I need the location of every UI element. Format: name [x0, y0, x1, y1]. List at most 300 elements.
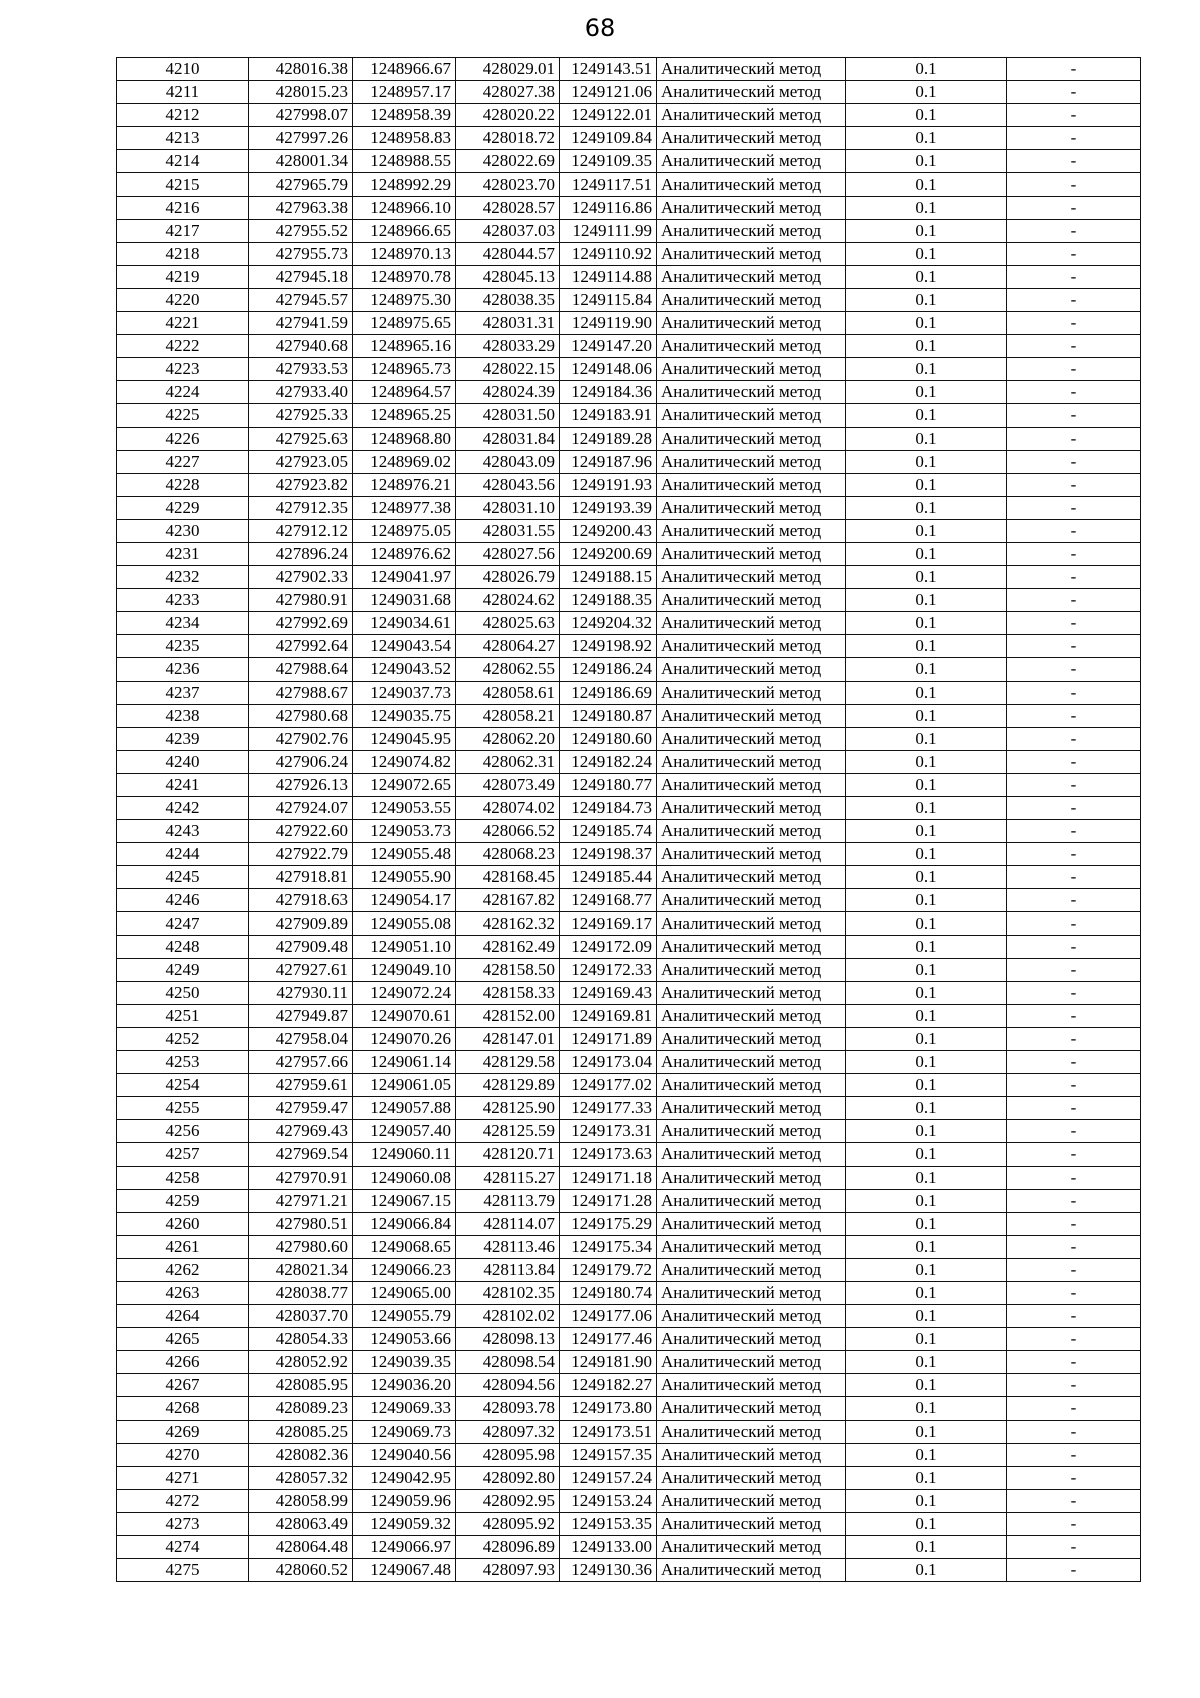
method-cell: Аналитический метод	[657, 866, 846, 889]
note-cell: -	[1007, 150, 1141, 173]
x1-cell: 427922.79	[249, 843, 353, 866]
x2-cell: 428068.23	[456, 843, 560, 866]
accuracy-cell: 0.1	[846, 1143, 1007, 1166]
accuracy-cell: 0.1	[846, 750, 1007, 773]
point-number-cell: 4251	[117, 1004, 249, 1027]
table-row	[117, 1166, 1141, 1189]
method-cell: Аналитический метод	[657, 843, 846, 866]
accuracy-cell: 0.1	[846, 1074, 1007, 1097]
y1-cell: 1248965.16	[353, 335, 456, 358]
table-row	[117, 589, 1141, 612]
table-row	[117, 1374, 1141, 1397]
point-number-cell: 4272	[117, 1489, 249, 1512]
y2-cell: 1249177.46	[560, 1328, 657, 1351]
note-cell: -	[1007, 312, 1141, 335]
x2-cell: 428073.49	[456, 773, 560, 796]
x2-cell: 428022.69	[456, 150, 560, 173]
accuracy-cell: 0.1	[846, 473, 1007, 496]
x1-cell: 428001.34	[249, 150, 353, 173]
x1-cell: 427906.24	[249, 750, 353, 773]
accuracy-cell: 0.1	[846, 496, 1007, 519]
method-cell: Аналитический метод	[657, 242, 846, 265]
accuracy-cell: 0.1	[846, 958, 1007, 981]
accuracy-cell: 0.1	[846, 1166, 1007, 1189]
accuracy-cell: 0.1	[846, 1097, 1007, 1120]
y2-cell: 1249153.24	[560, 1489, 657, 1512]
method-cell: Аналитический метод	[657, 1143, 846, 1166]
accuracy-cell: 0.1	[846, 843, 1007, 866]
y1-cell: 1249061.05	[353, 1074, 456, 1097]
y1-cell: 1249066.84	[353, 1212, 456, 1235]
accuracy-cell: 0.1	[846, 242, 1007, 265]
y2-cell: 1249188.35	[560, 589, 657, 612]
accuracy-cell: 0.1	[846, 704, 1007, 727]
x1-cell: 428054.33	[249, 1328, 353, 1351]
accuracy-cell: 0.1	[846, 542, 1007, 565]
y1-cell: 1249043.52	[353, 658, 456, 681]
point-number-cell: 4239	[117, 727, 249, 750]
point-number-cell: 4222	[117, 335, 249, 358]
table-row	[117, 1143, 1141, 1166]
y1-cell: 1248968.80	[353, 427, 456, 450]
table-row	[117, 104, 1141, 127]
accuracy-cell: 0.1	[846, 150, 1007, 173]
x1-cell: 427965.79	[249, 173, 353, 196]
accuracy-cell: 0.1	[846, 1328, 1007, 1351]
accuracy-cell: 0.1	[846, 773, 1007, 796]
y1-cell: 1248966.67	[353, 58, 456, 81]
table-row	[117, 496, 1141, 519]
page-number: 68	[584, 14, 616, 42]
x2-cell: 428094.56	[456, 1374, 560, 1397]
x2-cell: 428062.31	[456, 750, 560, 773]
accuracy-cell: 0.1	[846, 1258, 1007, 1281]
note-cell: -	[1007, 612, 1141, 635]
note-cell: -	[1007, 265, 1141, 288]
y2-cell: 1249191.93	[560, 473, 657, 496]
method-cell: Аналитический метод	[657, 219, 846, 242]
accuracy-cell: 0.1	[846, 1004, 1007, 1027]
accuracy-cell: 0.1	[846, 1397, 1007, 1420]
accuracy-cell: 0.1	[846, 866, 1007, 889]
x2-cell: 428028.57	[456, 196, 560, 219]
point-number-cell: 4258	[117, 1166, 249, 1189]
accuracy-cell: 0.1	[846, 1443, 1007, 1466]
x2-cell: 428020.22	[456, 104, 560, 127]
x2-cell: 428045.13	[456, 265, 560, 288]
y1-cell: 1249059.96	[353, 1489, 456, 1512]
point-number-cell: 4241	[117, 773, 249, 796]
x2-cell: 428113.79	[456, 1189, 560, 1212]
point-number-cell: 4248	[117, 935, 249, 958]
point-number-cell: 4270	[117, 1443, 249, 1466]
x2-cell: 428062.55	[456, 658, 560, 681]
accuracy-cell: 0.1	[846, 1305, 1007, 1328]
y1-cell: 1249059.32	[353, 1512, 456, 1535]
x2-cell: 428062.20	[456, 727, 560, 750]
point-number-cell: 4220	[117, 288, 249, 311]
point-number-cell: 4271	[117, 1466, 249, 1489]
table-row	[117, 1258, 1141, 1281]
method-cell: Аналитический метод	[657, 635, 846, 658]
x1-cell: 428016.38	[249, 58, 353, 81]
y1-cell: 1249031.68	[353, 589, 456, 612]
x2-cell: 428120.71	[456, 1143, 560, 1166]
method-cell: Аналитический метод	[657, 1235, 846, 1258]
note-cell: -	[1007, 1559, 1141, 1582]
note-cell: -	[1007, 450, 1141, 473]
y1-cell: 1248970.78	[353, 265, 456, 288]
point-number-cell: 4269	[117, 1420, 249, 1443]
point-number-cell: 4267	[117, 1374, 249, 1397]
x1-cell: 427969.54	[249, 1143, 353, 1166]
y2-cell: 1249109.84	[560, 127, 657, 150]
table-row	[117, 1120, 1141, 1143]
x2-cell: 428018.72	[456, 127, 560, 150]
note-cell: -	[1007, 1097, 1141, 1120]
y2-cell: 1249175.34	[560, 1235, 657, 1258]
y2-cell: 1249173.51	[560, 1420, 657, 1443]
x2-cell: 428147.01	[456, 1027, 560, 1050]
table-row	[117, 1305, 1141, 1328]
y2-cell: 1249133.00	[560, 1536, 657, 1559]
accuracy-cell: 0.1	[846, 1027, 1007, 1050]
table-row	[117, 912, 1141, 935]
note-cell: -	[1007, 519, 1141, 542]
accuracy-cell: 0.1	[846, 81, 1007, 104]
x1-cell: 427992.69	[249, 612, 353, 635]
x2-cell: 428102.35	[456, 1281, 560, 1304]
point-number-cell: 4242	[117, 797, 249, 820]
x2-cell: 428113.46	[456, 1235, 560, 1258]
method-cell: Аналитический метод	[657, 612, 846, 635]
y1-cell: 1248964.57	[353, 381, 456, 404]
x2-cell: 428031.55	[456, 519, 560, 542]
y2-cell: 1249177.02	[560, 1074, 657, 1097]
x1-cell: 428085.95	[249, 1374, 353, 1397]
table-row	[117, 404, 1141, 427]
x2-cell: 428097.32	[456, 1420, 560, 1443]
x1-cell: 427997.26	[249, 127, 353, 150]
x2-cell: 428113.84	[456, 1258, 560, 1281]
y1-cell: 1249057.88	[353, 1097, 456, 1120]
x1-cell: 427945.18	[249, 265, 353, 288]
method-cell: Аналитический метод	[657, 358, 846, 381]
table-row	[117, 935, 1141, 958]
accuracy-cell: 0.1	[846, 797, 1007, 820]
x1-cell: 427980.60	[249, 1235, 353, 1258]
method-cell: Аналитический метод	[657, 196, 846, 219]
note-cell: -	[1007, 1051, 1141, 1074]
accuracy-cell: 0.1	[846, 219, 1007, 242]
x2-cell: 428027.56	[456, 542, 560, 565]
y2-cell: 1249153.35	[560, 1512, 657, 1535]
point-number-cell: 4211	[117, 81, 249, 104]
point-number-cell: 4268	[117, 1397, 249, 1420]
note-cell: -	[1007, 288, 1141, 311]
point-number-cell: 4259	[117, 1189, 249, 1212]
y1-cell: 1249053.73	[353, 820, 456, 843]
table-row	[117, 1420, 1141, 1443]
table-row	[117, 173, 1141, 196]
note-cell: -	[1007, 1466, 1141, 1489]
x2-cell: 428095.98	[456, 1443, 560, 1466]
note-cell: -	[1007, 797, 1141, 820]
method-cell: Аналитический метод	[657, 1397, 846, 1420]
x1-cell: 427955.73	[249, 242, 353, 265]
note-cell: -	[1007, 1004, 1141, 1027]
y1-cell: 1249035.75	[353, 704, 456, 727]
x2-cell: 428125.90	[456, 1097, 560, 1120]
y1-cell: 1248976.62	[353, 542, 456, 565]
table-row	[117, 519, 1141, 542]
accuracy-cell: 0.1	[846, 981, 1007, 1004]
y2-cell: 1249180.77	[560, 773, 657, 796]
point-number-cell: 4212	[117, 104, 249, 127]
point-number-cell: 4215	[117, 173, 249, 196]
x1-cell: 427959.61	[249, 1074, 353, 1097]
x1-cell: 427945.57	[249, 288, 353, 311]
y2-cell: 1249182.24	[560, 750, 657, 773]
accuracy-cell: 0.1	[846, 1120, 1007, 1143]
y2-cell: 1249173.63	[560, 1143, 657, 1166]
point-number-cell: 4252	[117, 1027, 249, 1050]
x1-cell: 427912.35	[249, 496, 353, 519]
y1-cell: 1249070.61	[353, 1004, 456, 1027]
method-cell: Аналитический метод	[657, 727, 846, 750]
x2-cell: 428102.02	[456, 1305, 560, 1328]
table-row	[117, 150, 1141, 173]
y2-cell: 1249175.29	[560, 1212, 657, 1235]
method-cell: Аналитический метод	[657, 1027, 846, 1050]
y2-cell: 1249186.24	[560, 658, 657, 681]
y1-cell: 1248977.38	[353, 496, 456, 519]
method-cell: Аналитический метод	[657, 1097, 846, 1120]
point-number-cell: 4216	[117, 196, 249, 219]
x2-cell: 428098.54	[456, 1351, 560, 1374]
x2-cell: 428158.33	[456, 981, 560, 1004]
table-row	[117, 127, 1141, 150]
note-cell: -	[1007, 358, 1141, 381]
coordinates-table	[116, 57, 1141, 1582]
table-row	[117, 473, 1141, 496]
note-cell: -	[1007, 727, 1141, 750]
note-cell: -	[1007, 773, 1141, 796]
y2-cell: 1249181.90	[560, 1351, 657, 1374]
point-number-cell: 4224	[117, 381, 249, 404]
x1-cell: 428089.23	[249, 1397, 353, 1420]
x2-cell: 428093.78	[456, 1397, 560, 1420]
y1-cell: 1249053.66	[353, 1328, 456, 1351]
x1-cell: 427957.66	[249, 1051, 353, 1074]
y1-cell: 1248976.21	[353, 473, 456, 496]
accuracy-cell: 0.1	[846, 1051, 1007, 1074]
table-row	[117, 658, 1141, 681]
x1-cell: 428037.70	[249, 1305, 353, 1328]
y2-cell: 1249184.36	[560, 381, 657, 404]
method-cell: Аналитический метод	[657, 958, 846, 981]
y2-cell: 1249184.73	[560, 797, 657, 820]
table-row	[117, 843, 1141, 866]
x2-cell: 428043.09	[456, 450, 560, 473]
x2-cell: 428043.56	[456, 473, 560, 496]
y2-cell: 1249111.99	[560, 219, 657, 242]
x1-cell: 427925.33	[249, 404, 353, 427]
accuracy-cell: 0.1	[846, 1559, 1007, 1582]
x2-cell: 428092.80	[456, 1466, 560, 1489]
point-number-cell: 4266	[117, 1351, 249, 1374]
method-cell: Аналитический метод	[657, 1120, 846, 1143]
y2-cell: 1249179.72	[560, 1258, 657, 1281]
y2-cell: 1249172.09	[560, 935, 657, 958]
point-number-cell: 4230	[117, 519, 249, 542]
accuracy-cell: 0.1	[846, 1351, 1007, 1374]
y1-cell: 1249066.23	[353, 1258, 456, 1281]
point-number-cell: 4262	[117, 1258, 249, 1281]
accuracy-cell: 0.1	[846, 381, 1007, 404]
point-number-cell: 4243	[117, 820, 249, 843]
y2-cell: 1249177.33	[560, 1097, 657, 1120]
y1-cell: 1249049.10	[353, 958, 456, 981]
note-cell: -	[1007, 104, 1141, 127]
method-cell: Аналитический метод	[657, 1258, 846, 1281]
y1-cell: 1249034.61	[353, 612, 456, 635]
point-number-cell: 4237	[117, 681, 249, 704]
method-cell: Аналитический метод	[657, 58, 846, 81]
x2-cell: 428037.03	[456, 219, 560, 242]
point-number-cell: 4249	[117, 958, 249, 981]
x2-cell: 428114.07	[456, 1212, 560, 1235]
y2-cell: 1249130.36	[560, 1559, 657, 1582]
y1-cell: 1248958.39	[353, 104, 456, 127]
note-cell: -	[1007, 1074, 1141, 1097]
point-number-cell: 4238	[117, 704, 249, 727]
note-cell: -	[1007, 58, 1141, 81]
accuracy-cell: 0.1	[846, 127, 1007, 150]
point-number-cell: 4231	[117, 542, 249, 565]
y2-cell: 1249200.69	[560, 542, 657, 565]
table-row	[117, 1328, 1141, 1351]
point-number-cell: 4229	[117, 496, 249, 519]
x2-cell: 428097.93	[456, 1559, 560, 1582]
note-cell: -	[1007, 473, 1141, 496]
note-cell: -	[1007, 843, 1141, 866]
note-cell: -	[1007, 496, 1141, 519]
point-number-cell: 4225	[117, 404, 249, 427]
x2-cell: 428162.32	[456, 912, 560, 935]
x2-cell: 428162.49	[456, 935, 560, 958]
y1-cell: 1248992.29	[353, 173, 456, 196]
accuracy-cell: 0.1	[846, 1212, 1007, 1235]
point-number-cell: 4234	[117, 612, 249, 635]
method-cell: Аналитический метод	[657, 150, 846, 173]
x2-cell: 428033.29	[456, 335, 560, 358]
point-number-cell: 4261	[117, 1235, 249, 1258]
y2-cell: 1249193.39	[560, 496, 657, 519]
point-number-cell: 4217	[117, 219, 249, 242]
y2-cell: 1249117.51	[560, 173, 657, 196]
accuracy-cell: 0.1	[846, 1189, 1007, 1212]
y2-cell: 1249200.43	[560, 519, 657, 542]
method-cell: Аналитический метод	[657, 1305, 846, 1328]
note-cell: -	[1007, 635, 1141, 658]
method-cell: Аналитический метод	[657, 1559, 846, 1582]
y2-cell: 1249110.92	[560, 242, 657, 265]
x1-cell: 427925.63	[249, 427, 353, 450]
point-number-cell: 4226	[117, 427, 249, 450]
note-cell: -	[1007, 1420, 1141, 1443]
table-row	[117, 1051, 1141, 1074]
table-row	[117, 797, 1141, 820]
y2-cell: 1249143.51	[560, 58, 657, 81]
accuracy-cell: 0.1	[846, 935, 1007, 958]
x2-cell: 428024.62	[456, 589, 560, 612]
note-cell: -	[1007, 866, 1141, 889]
y1-cell: 1249057.40	[353, 1120, 456, 1143]
accuracy-cell: 0.1	[846, 335, 1007, 358]
accuracy-cell: 0.1	[846, 450, 1007, 473]
method-cell: Аналитический метод	[657, 496, 846, 519]
point-number-cell: 4214	[117, 150, 249, 173]
x1-cell: 428082.36	[249, 1443, 353, 1466]
note-cell: -	[1007, 242, 1141, 265]
y2-cell: 1249147.20	[560, 335, 657, 358]
x2-cell: 428066.52	[456, 820, 560, 843]
method-cell: Аналитический метод	[657, 1374, 846, 1397]
method-cell: Аналитический метод	[657, 1466, 846, 1489]
y1-cell: 1249045.95	[353, 727, 456, 750]
x1-cell: 427940.68	[249, 335, 353, 358]
accuracy-cell: 0.1	[846, 635, 1007, 658]
note-cell: -	[1007, 912, 1141, 935]
x1-cell: 428038.77	[249, 1281, 353, 1304]
method-cell: Аналитический метод	[657, 935, 846, 958]
y2-cell: 1249180.87	[560, 704, 657, 727]
table-row	[117, 1281, 1141, 1304]
method-cell: Аналитический метод	[657, 981, 846, 1004]
table-row	[117, 1397, 1141, 1420]
x2-cell: 428024.39	[456, 381, 560, 404]
note-cell: -	[1007, 335, 1141, 358]
note-cell: -	[1007, 589, 1141, 612]
accuracy-cell: 0.1	[846, 173, 1007, 196]
x2-cell: 428031.31	[456, 312, 560, 335]
accuracy-cell: 0.1	[846, 681, 1007, 704]
y2-cell: 1249177.06	[560, 1305, 657, 1328]
y2-cell: 1249185.74	[560, 820, 657, 843]
y1-cell: 1249068.65	[353, 1235, 456, 1258]
accuracy-cell: 0.1	[846, 1420, 1007, 1443]
method-cell: Аналитический метод	[657, 1351, 846, 1374]
method-cell: Аналитический метод	[657, 1328, 846, 1351]
method-cell: Аналитический метод	[657, 381, 846, 404]
x1-cell: 427958.04	[249, 1027, 353, 1050]
point-number-cell: 4245	[117, 866, 249, 889]
method-cell: Аналитический метод	[657, 1074, 846, 1097]
note-cell: -	[1007, 127, 1141, 150]
method-cell: Аналитический метод	[657, 542, 846, 565]
y1-cell: 1248988.55	[353, 150, 456, 173]
table-row	[117, 381, 1141, 404]
table-row	[117, 889, 1141, 912]
table-row	[117, 196, 1141, 219]
y1-cell: 1249070.26	[353, 1027, 456, 1050]
x1-cell: 427902.76	[249, 727, 353, 750]
note-cell: -	[1007, 566, 1141, 589]
table-row	[117, 1004, 1141, 1027]
table-row	[117, 1351, 1141, 1374]
y1-cell: 1248969.02	[353, 450, 456, 473]
